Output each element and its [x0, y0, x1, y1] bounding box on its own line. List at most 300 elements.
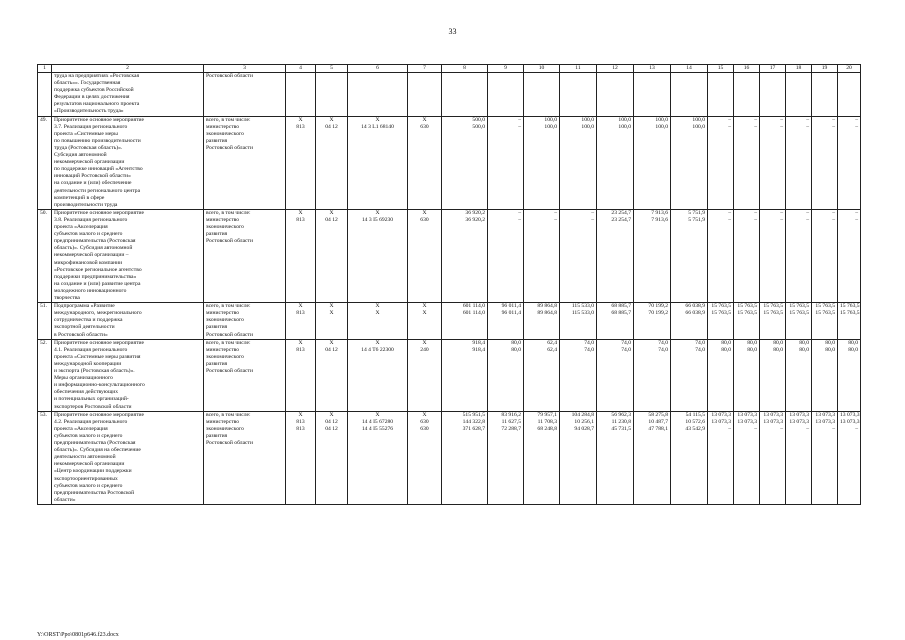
responsible-line: экономического [206, 317, 244, 324]
cell-value: 115 533,0 [571, 310, 594, 317]
cell-value: 100,0 [544, 123, 557, 130]
cell-value: – [754, 425, 757, 432]
responsible-line: Ростовской области [206, 368, 253, 375]
column-header: 5 [316, 65, 348, 73]
activity-name-line: поддержка субъектов Российской [54, 87, 134, 94]
amount-cell [488, 209, 524, 302]
column-header: 3 [204, 65, 286, 73]
cell-value: 80,0 [773, 339, 783, 346]
activity-name-line: область»». Государственная [54, 80, 121, 87]
cell-value: 74,0 [621, 346, 631, 353]
budget-code-cell [348, 209, 408, 302]
amount-cell [786, 116, 812, 209]
column-header: 17 [760, 65, 786, 73]
amount-cell [442, 411, 488, 504]
responsible-line: министерство [206, 123, 240, 130]
cell-value: 04 12 [325, 425, 338, 432]
cell-value: 74,0 [695, 346, 705, 353]
cell-value: 11 708,3 [537, 418, 557, 425]
cell-value: 89 864,8 [537, 303, 557, 310]
amount-cell [597, 73, 634, 117]
responsible-line: экономического [206, 425, 244, 432]
activity-name-line: «Ростовское региональное агентство [54, 266, 142, 273]
cell-value: X [298, 116, 303, 123]
cell-value: 13 073,3 [789, 418, 809, 425]
activity-name-line: и информационно-консультационного [54, 382, 145, 389]
cell-value: 15 763,5 [763, 303, 783, 310]
cell-value: X [375, 209, 380, 216]
amount-cell [524, 73, 560, 117]
responsible-line: Ростовской области [206, 144, 253, 151]
cell-value: 13 073,3 [737, 411, 757, 418]
responsible-line: Ростовской области [206, 440, 253, 447]
responsible-executor [204, 73, 286, 117]
column-header: 12 [597, 65, 634, 73]
amount-cell [524, 303, 560, 340]
activity-name-line: экспортной деятельности [54, 324, 115, 331]
activity-name-line: Приоритетное основное мероприятие [54, 411, 145, 418]
column-header: 8 [442, 65, 488, 73]
cell-value: 74,0 [621, 339, 631, 346]
activity-name-line: Меры организационного [54, 375, 113, 382]
table-row [38, 411, 861, 504]
cell-value: 10 572,6 [685, 418, 705, 425]
cell-value: – [832, 425, 835, 432]
budget-code-cell [286, 411, 316, 504]
amount-cell [786, 209, 812, 302]
cell-value: – [754, 216, 757, 223]
cell-value: – [832, 209, 835, 216]
amount-cell [488, 303, 524, 340]
cell-value: – [832, 216, 835, 223]
cell-value: X [375, 116, 380, 123]
amount-cell [734, 116, 760, 209]
cell-value: 813 [296, 310, 305, 317]
amount-cell [708, 116, 734, 209]
responsible-line: всего, в том числе: [206, 411, 251, 418]
amount-cell [560, 303, 597, 340]
activity-name-line: экспортеров Ростовской области [54, 403, 132, 410]
responsible-line: развития [206, 360, 228, 367]
cell-value: 13 073,3 [763, 411, 783, 418]
amount-cell [838, 303, 861, 340]
cell-value: 13 073,3 [815, 418, 835, 425]
activity-name-line: 3.8. Реализация регионального [54, 216, 128, 223]
activity-name-line: «Производительность труда» [54, 108, 124, 115]
cell-value: – [554, 209, 557, 216]
responsible-line: Ростовской области [206, 238, 253, 245]
amount-cell [812, 303, 838, 340]
cell-value: 54 115,5 [685, 411, 705, 418]
cell-value: 14 4 T6 22300 [361, 346, 394, 353]
cell-value: – [754, 116, 757, 123]
activity-name [52, 411, 204, 504]
activity-name-line: Приоритетное основное мероприятие [54, 339, 145, 346]
cell-value: 13 073,3 [763, 418, 783, 425]
budget-code-cell [286, 73, 316, 117]
cell-value: 14 3 I5 69230 [361, 216, 394, 223]
amount-cell [634, 209, 671, 302]
cell-value: – [780, 216, 783, 223]
amount-cell [442, 73, 488, 117]
cell-value: 04 12 [325, 216, 338, 223]
cell-value: 04 12 [325, 418, 338, 425]
cell-value: – [728, 116, 731, 123]
cell-value: 23 254,7 [611, 216, 631, 223]
column-header: 13 [634, 65, 671, 73]
amount-cell [708, 411, 734, 504]
cell-value: 36 920,2 [465, 216, 485, 223]
page-number: 33 [448, 27, 457, 36]
budget-code-cell [408, 411, 442, 504]
cell-value: 813 [296, 216, 305, 223]
column-header: 4 [286, 65, 316, 73]
cell-value: 80,0 [773, 346, 783, 353]
cell-value: 15 763,5 [815, 303, 835, 310]
activity-name-line: субъектов малого и среднего [54, 432, 123, 439]
cell-value: 23 254,7 [611, 209, 631, 216]
cell-value: X [422, 310, 427, 317]
activity-name-line: сотрудничества и поддержка [54, 317, 123, 324]
cell-value: 66 038,9 [685, 310, 705, 317]
cell-value: 94 028,7 [574, 425, 594, 432]
cell-value: X [329, 209, 334, 216]
activity-name-line: субъектов малого и среднего [54, 231, 123, 238]
cell-value: – [591, 216, 594, 223]
amount-cell [708, 339, 734, 411]
activity-name [52, 73, 204, 117]
activity-name-line: инноваций Ростовской области» [54, 173, 131, 180]
amount-cell [597, 116, 634, 209]
amount-cell [671, 73, 708, 117]
cell-value: 100,0 [618, 116, 631, 123]
amount-cell [634, 116, 671, 209]
cell-value: 13 073,3 [840, 411, 860, 418]
budget-code-cell [286, 303, 316, 340]
amount-cell [734, 411, 760, 504]
responsible-executor [204, 209, 286, 302]
amount-cell [812, 411, 838, 504]
activity-name-line: и потенциальных организаций- [54, 396, 129, 403]
cell-value: 43 542,9 [685, 425, 705, 432]
activity-name-line: Приоритетное основное мероприятие [54, 116, 145, 123]
cell-value: 15 763,5 [840, 303, 860, 310]
responsible-line: экономического [206, 224, 244, 231]
cell-value: – [780, 209, 783, 216]
program-table [37, 64, 861, 505]
budget-code-cell [316, 209, 348, 302]
cell-value: 70 199,2 [648, 310, 668, 317]
cell-value: 100,0 [692, 116, 705, 123]
amount-cell [597, 209, 634, 302]
cell-value: – [832, 123, 835, 130]
cell-value: – [855, 209, 858, 216]
budget-code-cell [286, 209, 316, 302]
header-row [38, 65, 861, 73]
responsible-line: министерство [206, 346, 240, 353]
budget-code-cell [408, 73, 442, 117]
cell-value: 11 230,8 [611, 418, 631, 425]
cell-value: 11 627,5 [501, 418, 521, 425]
cell-value: X [422, 339, 427, 346]
column-header: 19 [812, 65, 838, 73]
cell-value: 13 073,3 [840, 418, 860, 425]
amount-cell [488, 73, 524, 117]
activity-name-line: Приоритетное основное мероприятие [54, 209, 145, 216]
cell-value: X [422, 209, 427, 216]
cell-value: 74,0 [584, 346, 594, 353]
responsible-line: всего, в том числе: [206, 209, 251, 216]
cell-value: X [329, 411, 334, 418]
cell-value: 630 [420, 216, 429, 223]
responsible-line: министерство [206, 216, 240, 223]
column-header: 16 [734, 65, 760, 73]
amount-cell [524, 411, 560, 504]
column-header: 10 [524, 65, 560, 73]
cell-value: 13 073,3 [789, 411, 809, 418]
cell-value: 10 487,7 [648, 418, 668, 425]
cell-value: – [806, 425, 809, 432]
cell-value: 80,0 [848, 346, 858, 353]
amount-cell [812, 73, 838, 117]
cell-value: 515 951,5 [462, 411, 485, 418]
cell-value: – [728, 216, 731, 223]
amount-cell [634, 339, 671, 411]
responsible-line: развития [206, 137, 228, 144]
cell-value: 13 073,3 [737, 418, 757, 425]
amount-cell [734, 339, 760, 411]
amount-cell [734, 303, 760, 340]
amount-cell [671, 303, 708, 340]
cell-value: 100,0 [581, 116, 594, 123]
column-header: 1 [38, 65, 52, 73]
activity-name-line: результатов национального проекта [54, 101, 140, 108]
cell-value: 100,0 [581, 123, 594, 130]
cell-value: 100,0 [618, 123, 631, 130]
budget-code-cell [348, 303, 408, 340]
responsible-line: развития [206, 231, 228, 238]
cell-value: 80,0 [721, 346, 731, 353]
cell-value: – [855, 216, 858, 223]
column-header: 7 [408, 65, 442, 73]
cell-value: 74,0 [584, 339, 594, 346]
cell-value: 15 763,5 [840, 310, 860, 317]
amount-cell [786, 73, 812, 117]
amount-cell [708, 209, 734, 302]
amount-cell [560, 411, 597, 504]
cell-value: 115 533,0 [571, 303, 594, 310]
activity-name-line: некоммерческой организации [54, 461, 125, 468]
cell-value: 630 [420, 123, 429, 130]
amount-cell [671, 209, 708, 302]
cell-value: 04 12 [325, 123, 338, 130]
cell-value: – [780, 123, 783, 130]
cell-value: – [754, 123, 757, 130]
responsible-line: экономического [206, 353, 244, 360]
amount-cell [760, 303, 786, 340]
amount-cell [634, 73, 671, 117]
cell-value: 80,0 [721, 339, 731, 346]
activity-name-line: по повышению производительности [54, 137, 141, 144]
column-header: 15 [708, 65, 734, 73]
activity-name-line: на создание и (или) развитие центра [54, 280, 141, 287]
cell-value: – [780, 425, 783, 432]
cell-value: 601 114,0 [462, 303, 485, 310]
amount-cell [634, 303, 671, 340]
activity-name-line: субъектов малого и среднего [54, 482, 123, 489]
cell-value: 14 4 I5 67280 [361, 418, 394, 425]
amount-cell [560, 339, 597, 411]
activity-name [52, 303, 204, 340]
activity-name-line: творчества [54, 295, 80, 302]
responsible-executor [204, 339, 286, 411]
cell-value: – [754, 209, 757, 216]
responsible-line: Ростовской области [206, 73, 253, 79]
cell-value: – [806, 123, 809, 130]
cell-value: 813 [296, 418, 305, 425]
responsible-line: министерство [206, 418, 240, 425]
responsible-line: министерство [206, 310, 240, 317]
file-path-footer: Y:\ORST\Ppo\0801p646.f23.docx [37, 632, 119, 638]
responsible-line: экономического [206, 130, 244, 137]
activity-name-line: труда на предприятиях «Ростовская [54, 73, 140, 79]
cell-value: 15 763,5 [737, 310, 757, 317]
cell-value: 68 885,7 [611, 303, 631, 310]
table-row [38, 73, 861, 117]
amount-cell [442, 209, 488, 302]
activity-name-line: микрофинансовой компании [54, 259, 123, 266]
cell-value: – [518, 116, 521, 123]
cell-value: – [806, 216, 809, 223]
budget-code-cell [316, 303, 348, 340]
cell-value: 80,0 [511, 346, 521, 353]
activity-name-line: проекта «Акселерация [54, 425, 108, 432]
table-row [38, 339, 861, 411]
cell-value: 74,0 [658, 346, 668, 353]
cell-value: 83 916,2 [501, 411, 521, 418]
cell-value: 45 731,5 [611, 425, 631, 432]
amount-cell [560, 116, 597, 209]
cell-value: 80,0 [747, 346, 757, 353]
cell-value: 240 [420, 346, 429, 353]
cell-value: 04 12 [325, 346, 338, 353]
cell-value: – [855, 425, 858, 432]
cell-value: 89 864,8 [537, 310, 557, 317]
cell-value: X [329, 116, 334, 123]
activity-name-line: компетенций в сфере [54, 194, 105, 201]
cell-value: 70 199,2 [648, 303, 668, 310]
column-header: 2 [52, 65, 204, 73]
cell-value: – [832, 116, 835, 123]
cell-value: 62,4 [547, 339, 557, 346]
amount-cell [671, 339, 708, 411]
cell-value: 13 073,3 [711, 418, 731, 425]
amount-cell [760, 73, 786, 117]
budget-code-cell [316, 339, 348, 411]
cell-value: 630 [420, 418, 429, 425]
activity-name-line: Подпрограмма «Развитие [54, 303, 115, 310]
activity-name-line: проекта «Системные меры [54, 130, 118, 137]
amount-cell [786, 411, 812, 504]
amount-cell [597, 339, 634, 411]
cell-value: – [554, 216, 557, 223]
cell-value: 601 114,0 [462, 310, 485, 317]
amount-cell [760, 116, 786, 209]
row-number: 49. [38, 116, 52, 209]
amount-cell [488, 116, 524, 209]
cell-value: 74,0 [658, 339, 668, 346]
cell-value: X [422, 303, 427, 310]
activity-name-line: международного, межрегионального [54, 310, 142, 317]
cell-value: 47 788,1 [648, 425, 668, 432]
cell-value: 918,4 [472, 346, 485, 353]
activity-name-line: на создание и (или) обеспечение [54, 180, 132, 187]
cell-value: – [780, 116, 783, 123]
cell-value: 15 763,5 [711, 310, 731, 317]
budget-code-cell [348, 411, 408, 504]
cell-value: 80,0 [747, 339, 757, 346]
amount-cell [634, 411, 671, 504]
cell-value: X [298, 303, 303, 310]
cell-value: 14 3 L1 68140 [361, 123, 394, 130]
amount-cell [838, 116, 861, 209]
activity-name-line: международной кооперации [54, 360, 122, 367]
amount-cell [560, 73, 597, 117]
cell-value: X [375, 310, 380, 317]
row-number: 53. [38, 411, 52, 504]
cell-value: 80,0 [511, 339, 521, 346]
activity-name-line: некоммерческой организации – [54, 252, 129, 259]
amount-cell [671, 116, 708, 209]
amount-cell [524, 116, 560, 209]
activity-name-line: области» [54, 496, 76, 503]
amount-cell [786, 339, 812, 411]
cell-value: 100,0 [692, 123, 705, 130]
activity-name [52, 209, 204, 302]
cell-value: – [806, 209, 809, 216]
budget-code-cell [408, 303, 442, 340]
cell-value: – [728, 425, 731, 432]
cell-value: – [806, 116, 809, 123]
column-header: 18 [786, 65, 812, 73]
table-row [38, 303, 861, 340]
amount-cell [524, 209, 560, 302]
cell-value: 630 [420, 425, 429, 432]
budget-code-cell [286, 116, 316, 209]
cell-value: X [375, 339, 380, 346]
activity-name-line: проекта «Акселерация [54, 224, 108, 231]
budget-code-cell [408, 209, 442, 302]
column-header: 14 [671, 65, 708, 73]
cell-value: 56 962,3 [611, 411, 631, 418]
activity-name-line: 4.2. Реализация регионального [54, 418, 128, 425]
activity-name-line: и экспорта (Ростовская область)». [54, 368, 135, 375]
cell-value: 72 288,7 [501, 425, 521, 432]
row-number: 50. [38, 209, 52, 302]
cell-value: 15 763,5 [711, 303, 731, 310]
cell-value: 80,0 [825, 339, 835, 346]
cell-value: 14 4 I5 55276 [361, 425, 394, 432]
cell-value: – [518, 209, 521, 216]
activity-name-line: поддержки предпринимательства» [54, 273, 137, 280]
amount-cell [812, 116, 838, 209]
cell-value: 15 763,5 [763, 310, 783, 317]
budget-code-cell [286, 339, 316, 411]
cell-value: 74,0 [695, 339, 705, 346]
amount-cell [838, 339, 861, 411]
budget-code-cell [408, 339, 442, 411]
cell-value: – [518, 123, 521, 130]
